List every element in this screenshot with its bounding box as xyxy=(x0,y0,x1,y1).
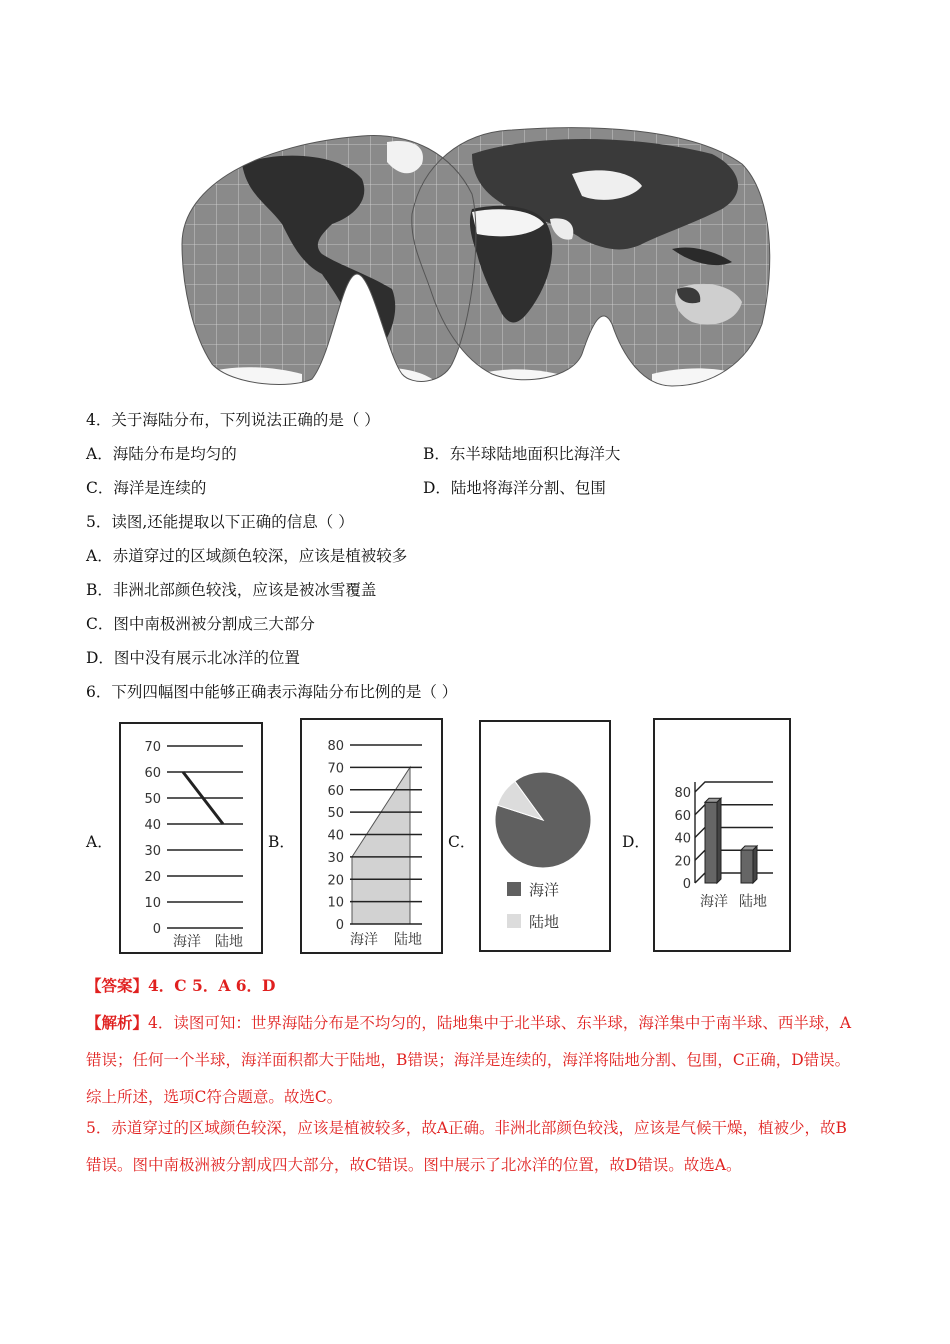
chart-a-ytick-7: 0 xyxy=(152,922,161,937)
chart-b-ytick-0: 80 xyxy=(327,739,344,754)
chart-d-bar-side-1 xyxy=(753,846,757,883)
chart-a-ytick-2: 50 xyxy=(144,792,161,807)
chart-d-ytick-1: 60 xyxy=(674,808,691,824)
answer-label: 【答案】 xyxy=(86,976,149,995)
chart-d-xlabel-0: 海洋 xyxy=(700,894,728,910)
chart-a-ytick-6: 10 xyxy=(144,896,161,911)
chart-b-ytick-1: 70 xyxy=(327,761,344,777)
chart-b-area xyxy=(352,767,410,924)
chart-b-ytick-5: 30 xyxy=(327,850,344,866)
chart-b-ytick-4: 40 xyxy=(327,828,344,844)
q6-stem: 6．下列四幅图中能够正确表示海陆分布比例的是（ ） xyxy=(86,683,458,701)
chart-letter-b: B． xyxy=(268,833,295,851)
chart-d-frame xyxy=(653,718,791,952)
chart-c xyxy=(481,722,609,950)
chart-b-xlabel-1: 陆地 xyxy=(394,932,422,948)
chart-d xyxy=(655,720,789,950)
chart-c-legend-label-1: 陆地 xyxy=(529,913,560,931)
analysis-label: 【解析】 xyxy=(86,1013,149,1032)
chart-d-bar-front-0 xyxy=(705,802,717,883)
q5-option-d: D．图中没有展示北冰洋的位置 xyxy=(86,649,300,667)
chart-c-legend-label-0: 海洋 xyxy=(529,881,560,899)
q5-option-b: B．非洲北部颜色较浅，应该是被冰雪覆盖 xyxy=(86,581,377,599)
chart-letter-c: C． xyxy=(448,833,476,851)
chart-d-ytick-0: 80 xyxy=(674,786,691,801)
chart-a-ytick-1: 60 xyxy=(144,766,161,781)
analysis-p1-text: 4．读图可知：世界海陆分布是不均匀的，陆地集中于北半球、东半球，海洋集中于南半球、西半球，A错误；任何一个半球，海洋面积都大于陆地，B错误；海洋是连续的，海洋将陆地分割、包围，C正确，D错误。综上所述，选项C符合题意。故选C。 xyxy=(86,1014,852,1106)
chart-d-ytick-4: 0 xyxy=(682,877,691,892)
chart-b-ytick-2: 60 xyxy=(327,783,344,799)
chart-d-bar-front-1 xyxy=(741,850,753,883)
q4-option-d: D．陆地将海洋分割、包围 xyxy=(423,479,606,497)
world-map xyxy=(172,124,776,390)
chart-a-ytick-3: 40 xyxy=(144,818,161,833)
chart-a xyxy=(121,724,261,952)
chart-c-legend-swatch-1 xyxy=(507,914,521,928)
chart-letter-a: A． xyxy=(86,833,113,851)
chart-b-ytick-3: 50 xyxy=(327,806,344,822)
answer-line xyxy=(86,976,275,996)
chart-a-ytick-0: 70 xyxy=(144,740,161,755)
chart-b xyxy=(302,720,441,952)
chart-d-bar-side-0 xyxy=(717,798,721,883)
answer-text: 4．C 5．A 6．D xyxy=(148,976,276,995)
chart-b-xlabel-0: 海洋 xyxy=(350,932,378,948)
analysis-p2: 5．赤道穿过的区域颜色较深，应该是植被较多，故A正确。非洲北部颜色较浅，应该是气候干燥，植被少，故B错误。图中南极洲被分割成四大部分，故C错误。图中展示了北冰洋的位置，故D错误。故选A。 xyxy=(86,1119,847,1174)
chart-c-frame xyxy=(479,720,611,952)
q4-option-b: B．东半球陆地面积比海洋大 xyxy=(423,445,621,463)
chart-a-xlabel-0: 海洋 xyxy=(173,934,201,950)
analysis-p1 xyxy=(86,1004,862,1116)
chart-d-ytick-2: 40 xyxy=(674,831,691,847)
chart-b-ytick-7: 10 xyxy=(327,895,344,911)
chart-b-frame xyxy=(300,718,443,954)
chart-a-frame xyxy=(119,722,263,954)
q4-option-c: C．海洋是连续的 xyxy=(86,479,207,497)
chart-c-legend-swatch-0 xyxy=(507,882,521,896)
chart-d-ytick-3: 20 xyxy=(674,854,691,870)
q4-option-a: A．海陆分布是均匀的 xyxy=(86,445,237,463)
chart-d-gridline-0 xyxy=(695,782,773,792)
chart-a-ytick-4: 30 xyxy=(144,844,161,859)
q4-stem: 4．关于海陆分布，下列说法正确的是（ ） xyxy=(86,411,380,429)
q5-option-c: C．图中南极洲被分割成三大部分 xyxy=(86,615,315,633)
chart-b-ytick-8: 0 xyxy=(335,918,344,933)
chart-a-ytick-5: 20 xyxy=(144,870,161,885)
chart-d-xlabel-1: 陆地 xyxy=(739,894,767,910)
chart-letter-d: D． xyxy=(622,833,650,851)
chart-b-ytick-6: 20 xyxy=(327,873,344,889)
q5-option-a: A．赤道穿过的区域颜色较深，应该是植被较多 xyxy=(86,547,408,565)
chart-a-xlabel-1: 陆地 xyxy=(215,934,243,950)
q5-stem: 5．读图,还能提取以下正确的信息（ ） xyxy=(86,513,354,531)
